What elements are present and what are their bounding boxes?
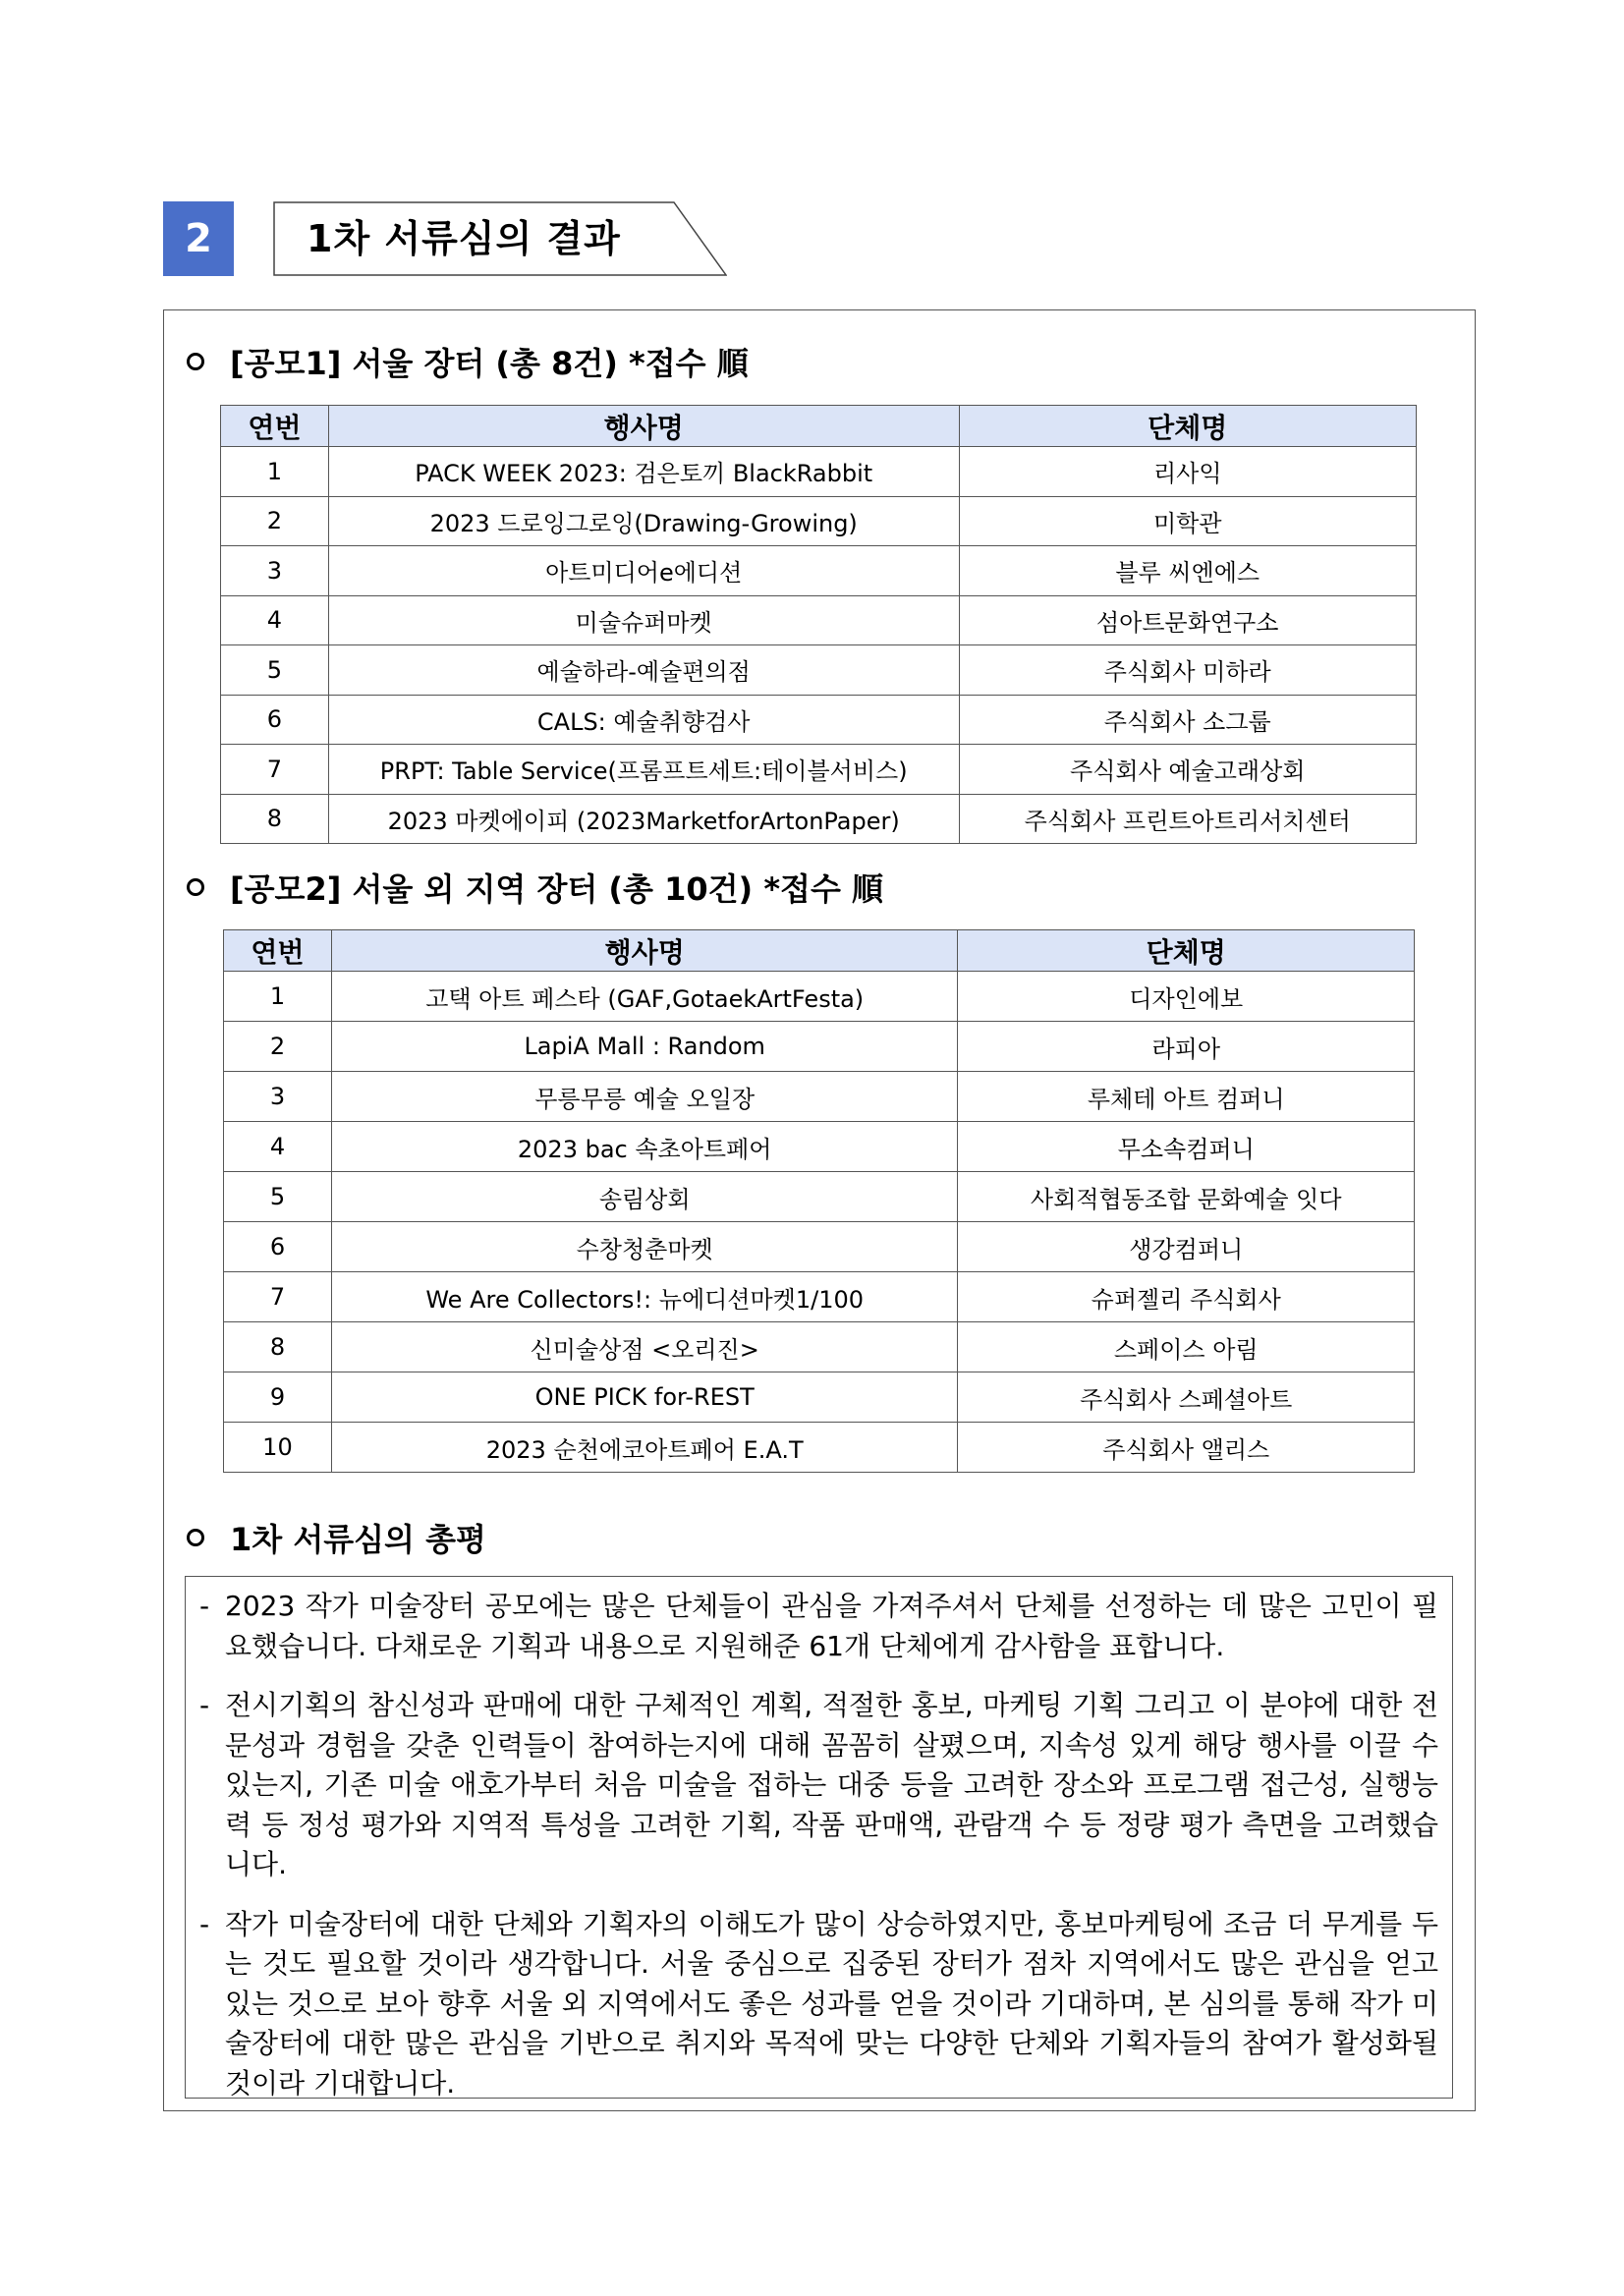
- cell-event: 미술슈퍼마켓: [328, 595, 959, 645]
- cell-event: PRPT: Table Service(프롬프트세트:테이블서비스): [328, 745, 959, 795]
- cell-event: 신미술상점 <오리진>: [331, 1322, 958, 1372]
- table-row: [221, 496, 1417, 546]
- table-row: [221, 645, 1417, 696]
- cell-event: We Are Collectors!: 뉴에디션마켓1/100: [331, 1272, 958, 1322]
- header-no: 연번: [224, 930, 332, 972]
- cell-no: 9: [224, 1372, 332, 1423]
- circle-bullet-icon: [187, 1529, 204, 1546]
- cell-no: 3: [224, 1072, 332, 1122]
- cell-no: 5: [224, 1172, 332, 1222]
- table-row: [224, 1022, 1415, 1072]
- cell-no: 6: [221, 695, 329, 745]
- review-heading: [187, 1515, 486, 1560]
- table-row: [224, 1172, 1415, 1222]
- review-text: 2023 작가 미술장터 공모에는 많은 단체들이 관심을 가져주셔서 단체를 선정하는 데 많은 고민이 필요했습니다. 다채로운 기획과 내용으로 지원해준 61개 단체에게 감사함을 표합니다.: [225, 1590, 1438, 1662]
- table-row: [224, 1222, 1415, 1272]
- cell-org: 주식회사 앨리스: [958, 1423, 1415, 1473]
- table-row: [224, 1423, 1415, 1473]
- cell-org: 생강컴퍼니: [958, 1222, 1415, 1272]
- table-row: [221, 745, 1417, 795]
- cell-event: 2023 마켓에이피 (2023MarketforArtonPaper): [328, 794, 959, 844]
- cell-org: 미학관: [959, 496, 1417, 546]
- cell-event: CALS: 예술취향검사: [328, 695, 959, 745]
- review-item: [199, 1905, 1438, 2104]
- cell-org: 루체테 아트 컴퍼니: [958, 1072, 1415, 1122]
- cell-event: 무릉무릉 예술 오일장: [331, 1072, 958, 1122]
- list1-heading: [187, 339, 749, 384]
- cell-event: 수창청춘마켓: [331, 1222, 958, 1272]
- review-text: 전시기획의 참신성과 판매에 대한 구체적인 계획, 적절한 홍보, 마케팅 기획 그리고 이 분야에 대한 전문성과 경험을 갖춘 인력들이 참여하는지에 대해 꼼꼼히 살폈으며, 지속성 있게 해당 행사를 이끌 수 있는지, 기존 미술 애호가부터 처음 미술을 접하는 대중 등을 고려한 장소와 프로그램 접근성, 실행능력 등 정성 평가와 지역적 특성을 고려한 기획, 작품 판매액, 관람객 수 등 정량 평가 측면을 고려했습니다.: [225, 1689, 1438, 1880]
- list2-table: [223, 929, 1415, 1473]
- table-header-row: [221, 406, 1417, 447]
- cell-event: 2023 순천에코아트페어 E.A.T: [331, 1423, 958, 1473]
- cell-event: LapiA Mall : Random: [331, 1022, 958, 1072]
- section-title-box: [273, 201, 727, 276]
- review-heading-text: 1차 서류심의 총평: [230, 1521, 486, 1558]
- table-row: [224, 972, 1415, 1022]
- table-row: [221, 695, 1417, 745]
- cell-org: 주식회사 미하라: [959, 645, 1417, 696]
- cell-no: 6: [224, 1222, 332, 1272]
- cell-org: 블루 씨엔에스: [959, 546, 1417, 596]
- section-title: 1차 서류심의 결과: [307, 217, 621, 260]
- cell-no: 4: [224, 1122, 332, 1172]
- header-no: 연번: [221, 406, 329, 447]
- cell-org: 라피아: [958, 1022, 1415, 1072]
- cell-org: 주식회사 소그룹: [959, 695, 1417, 745]
- cell-event: 송림상회: [331, 1172, 958, 1222]
- cell-event: 예술하라-예술편의점: [328, 645, 959, 696]
- cell-no: 1: [221, 447, 329, 497]
- section-number: 2: [163, 201, 234, 276]
- table-row: [224, 1322, 1415, 1372]
- cell-event: ONE PICK for-REST: [331, 1372, 958, 1423]
- dash-bullet: -: [199, 1907, 210, 1940]
- header-event: 행사명: [331, 930, 958, 972]
- table-row: [224, 1122, 1415, 1172]
- table-row: [224, 1072, 1415, 1122]
- cell-org: 사회적협동조합 문화예술 잇다: [958, 1172, 1415, 1222]
- cell-no: 10: [224, 1423, 332, 1473]
- table-header-row: [224, 930, 1415, 972]
- review-box: [185, 1576, 1453, 2099]
- table-row: [221, 447, 1417, 497]
- cell-org: 무소속컴퍼니: [958, 1122, 1415, 1172]
- cell-event: 2023 bac 속초아트페어: [331, 1122, 958, 1172]
- list2-heading: [187, 865, 883, 910]
- list1-table: [220, 405, 1417, 844]
- cell-no: 2: [224, 1022, 332, 1072]
- review-item: [199, 1686, 1438, 1885]
- table-row: [221, 794, 1417, 844]
- table-row: [224, 1272, 1415, 1322]
- cell-org: 주식회사 스페셜아트: [958, 1372, 1415, 1423]
- cell-org: 리사익: [959, 447, 1417, 497]
- cell-org: 섬아트문화연구소: [959, 595, 1417, 645]
- cell-no: 3: [221, 546, 329, 596]
- table-row: [221, 595, 1417, 645]
- cell-no: 1: [224, 972, 332, 1022]
- cell-no: 8: [221, 794, 329, 844]
- cell-no: 4: [221, 595, 329, 645]
- cell-org: 주식회사 예술고래상회: [959, 745, 1417, 795]
- cell-org: 슈퍼젤리 주식회사: [958, 1272, 1415, 1322]
- cell-org: 스페이스 아림: [958, 1322, 1415, 1372]
- review-text: 작가 미술장터에 대한 단체와 기획자의 이해도가 많이 상승하였지만, 홍보마케팅에 조금 더 무게를 두는 것도 필요할 것이라 생각합니다. 서울 중심으로 집중된 장터가 점차 지역에서도 많은 관심을 얻고 있는 것으로 보아 향후 서울 외 지역에서도 좋은 성과를 얻을 것이라 기대하며, 본 심의를 통해 작가 미술장터에 대한 많은 관심을 기반으로 취지와 목적에 맞는 다양한 단체와 기획자들의 참여가 활성화될 것이라 기대합니다.: [225, 1907, 1438, 2100]
- table-row: [224, 1372, 1415, 1423]
- dash-bullet: -: [199, 1689, 210, 1721]
- header-event: 행사명: [328, 406, 959, 447]
- cell-no: 7: [224, 1272, 332, 1322]
- cell-event: 아트미디어e에디션: [328, 546, 959, 596]
- cell-no: 2: [221, 496, 329, 546]
- cell-no: 7: [221, 745, 329, 795]
- circle-bullet-icon: [187, 353, 204, 370]
- review-item: [199, 1587, 1438, 1666]
- table-row: [221, 546, 1417, 596]
- list1-heading-text: [공모1] 서울 장터 (총 8건) *접수 順: [230, 345, 749, 382]
- section-header: [163, 201, 733, 276]
- cell-event: 2023 드로잉그로잉(Drawing-Growing): [328, 496, 959, 546]
- header-org: 단체명: [958, 930, 1415, 972]
- dash-bullet: -: [199, 1590, 210, 1622]
- list2-heading-text: [공모2] 서울 외 지역 장터 (총 10건) *접수 順: [230, 870, 884, 908]
- cell-no: 5: [221, 645, 329, 696]
- cell-org: 주식회사 프린트아트리서치센터: [959, 794, 1417, 844]
- cell-no: 8: [224, 1322, 332, 1372]
- cell-event: PACK WEEK 2023: 검은토끼 BlackRabbit: [328, 447, 959, 497]
- cell-event: 고택 아트 페스타 (GAF,GotaekArtFesta): [331, 972, 958, 1022]
- circle-bullet-icon: [187, 878, 204, 896]
- header-org: 단체명: [959, 406, 1417, 447]
- cell-org: 디자인에보: [958, 972, 1415, 1022]
